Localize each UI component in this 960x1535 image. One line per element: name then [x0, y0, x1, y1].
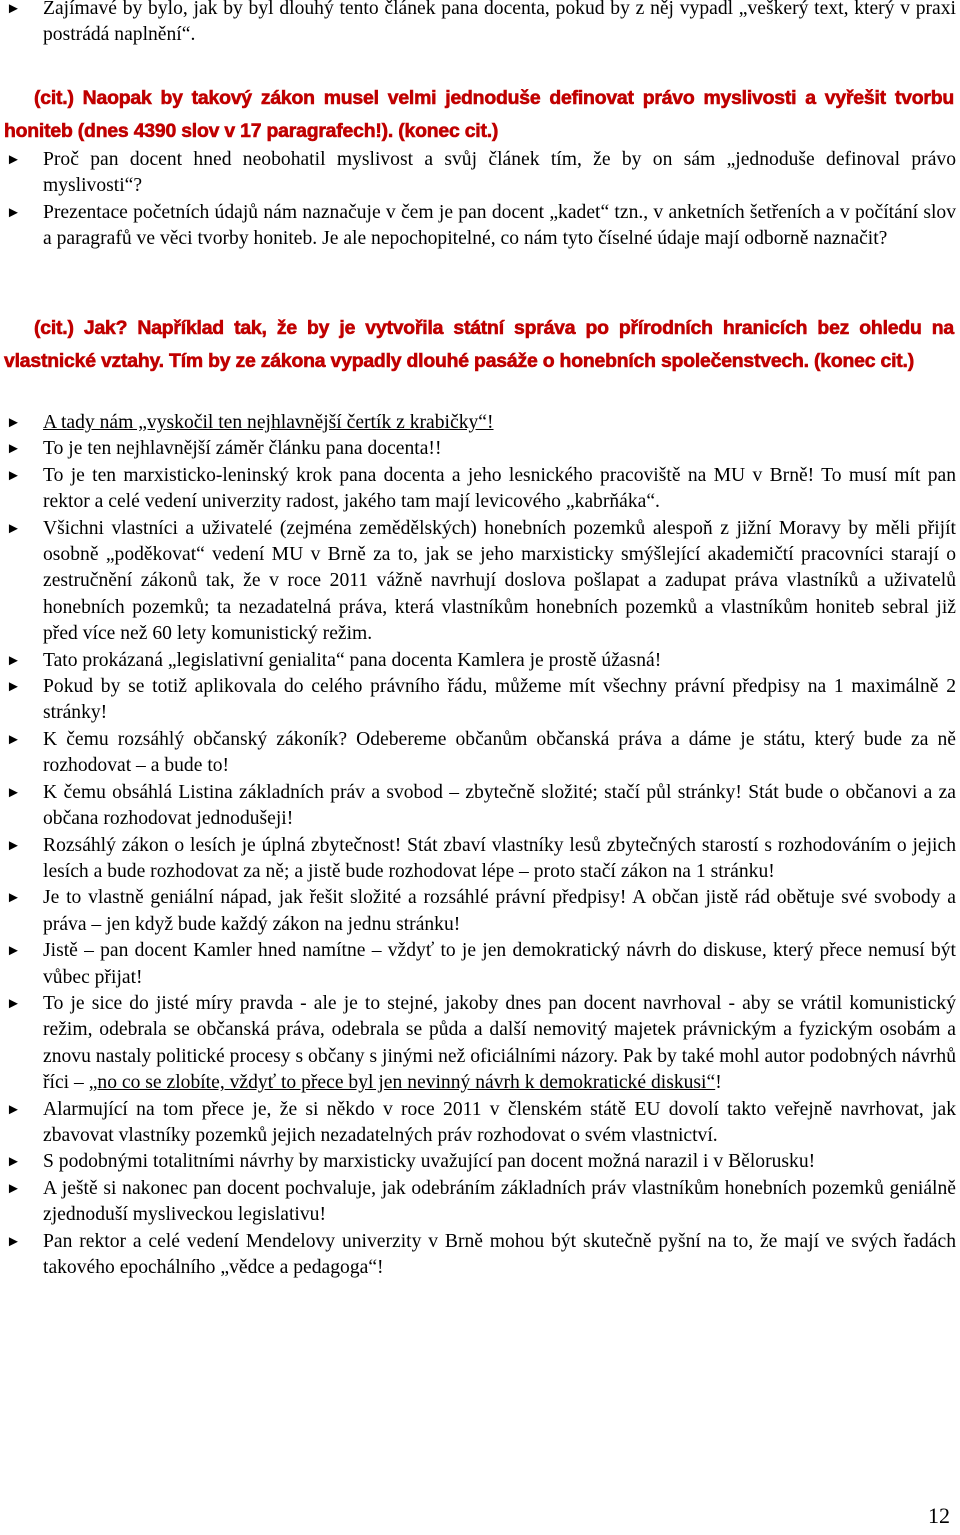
bullet-text: A ještě si nakonec pan docent pochvaluje, jak odebráním základních práv vlastníkům honebních pozemků geniálně zjednoduší mysliveckou legislativu!	[43, 1177, 956, 1226]
bullet-text: Prezentace početních údajů nám naznačuje v čem je pan docent „kadet“ tzn., v anketních šetřeních a v počítání slov a paragrafů ve věci tvorby honiteb. Je ale nepochopitelné, co nám tyto číselné údaje mají odborně naznačit?	[43, 201, 956, 250]
citation-quote-2	[0, 312, 960, 378]
bullet-text: Je to vlastně geniální nápad, jak řešit složité a rozsáhlé právní předpisy! A občan jistě rád obětuje své svobody a práva – jen když bude každý zákon na jednu stránku!	[43, 887, 956, 935]
bullet-arrow-icon: ►	[6, 415, 21, 431]
citation-quote-1	[0, 82, 960, 148]
bullet-item	[0, 833, 960, 886]
bullet-arrow-icon: ►	[6, 1101, 21, 1118]
bullet-text: Jistě – pan docent Kamler hned namítne – vždyť to je jen demokratický návrh do diskuse, který přece nemusí být vůbec přijat!	[43, 940, 956, 988]
bullet-arrow-icon: ►	[6, 652, 21, 669]
bullet-text-underlined: A tady nám „vyskočil ten nejhlavnější čertík z krabičky“	[43, 412, 487, 433]
bullet-item	[0, 1149, 960, 1175]
bullet-text-end: !	[715, 1072, 722, 1094]
bullet-item	[0, 780, 960, 833]
quote-text: (cit.) Jak? Například tak, že by je vytvořila státní správa po přírodních hranicích bez ohledu na vlastnické vztahy. Tím by ze zákona vypadly dlouhé pasáže o honebních společenstvech. (konec cit.)	[4, 317, 954, 372]
bullet-item	[0, 991, 960, 1097]
bullet-item	[0, 200, 960, 253]
bullet-item	[0, 1097, 960, 1150]
bullet-text: Proč pan docent hned neobohatil myslivost a svůj článek tím, že by on sám „jednoduše definoval právo myslivosti“?	[43, 149, 956, 197]
bullet-arrow-icon: ►	[6, 1233, 21, 1250]
bullet-item	[0, 516, 960, 648]
bullet-arrow-icon: ►	[6, 837, 21, 854]
bullet-arrow-icon: ►	[6, 890, 21, 907]
bullet-text: To je sice do jisté míry pravda - ale je to stejné, jakoby dnes pan docent navrhoval - aby se vrátil komunistický režim, odebrala se občanská práva, odebrala se půda a další nemovitý majetek právnickým a fyzickým osobám a znovu nastaly politické procesy s občany s jinými než oficiálními názory. Pak by také mohl autor podobných návrhů říci –	[43, 992, 956, 1094]
bullet-text: To je ten marxisticko-leninský krok pana docenta a jeho lesnického pracoviště na MU v Brně! To musí mít pan rektor a celé vedení univerzity radost, jakého tam mají levicového „kabrňáka“.	[43, 464, 956, 513]
paragraph-block-3	[0, 410, 960, 1281]
bullet-text: S podobnými totalitními návrhy by marxisticky uvažující pan docent možná narazil i v Bělorusku!	[43, 1151, 816, 1173]
bullet-text: K čemu rozsáhlý občanský zákoník? Odebereme občanům občanská práva a dáme je státu, který bude za ně rozhodovat – a bude to!	[43, 728, 956, 777]
bullet-item	[0, 410, 960, 436]
bullet-arrow-icon: ►	[6, 204, 21, 221]
bullet-item	[0, 1176, 960, 1229]
bullet-item	[0, 463, 960, 516]
bullet-text: Rozsáhlý zákon o lesích je úplná zbytečnost! Stát zbaví vlastníky lesů zbytečných starostí s rozhodováním o jejich lesích a bude rozhodovat za ně; a jistě bude rozhodovat lépe – proto stačí zákon na 1 stránku!	[43, 834, 956, 882]
bullet-text: Všichni vlastníci a uživatelé (zejména zemědělských) honebních pozemků alespoň z jižní Moravy by měli přijít osobně „poděkovat“ vedení MU v Brně za to, jak se jeho marxisticky smýšlející akademičtí pracovníci starají o zestručnění zákonů tak, že v roce 2011 vážně navrhují doslova pošlapat a zadupat práva vlastníků a uživatelů honebních pozemků; ta nezadatelná práva, která vlastníkům honebních pozemků a vlastníkům honiteb sebral již před více než 60 lety komunistický režim.	[43, 517, 956, 645]
bullet-arrow-icon: ►	[6, 1, 21, 17]
bullet-item	[0, 147, 960, 200]
bullet-item	[0, 1229, 960, 1282]
bullet-item	[0, 436, 960, 462]
bullet-text: Pokud by se totiž aplikovala do celého právního řádu, můžeme mít všechny právní předpisy na 1 maximálně 2 stránky!	[43, 676, 956, 724]
bullet-item	[0, 938, 960, 991]
bullet-arrow-icon: ►	[6, 679, 21, 696]
bullet-arrow-icon: ►	[6, 731, 21, 748]
bullet-item	[0, 674, 960, 727]
bullet-item	[0, 0, 960, 49]
bullet-arrow-icon: ►	[6, 152, 21, 168]
quote-indent	[4, 87, 34, 109]
bullet-arrow-icon: ►	[6, 441, 21, 458]
bullet-text-underlined: „no co se zlobíte, vždyť to přece byl jen nevinný návrh k demokratické diskusi“	[88, 1072, 716, 1094]
bullet-text: Alarmující na tom přece je, že si někdo v roce 2011 v členském státě EU dovolí takto veřejně navrhovat, jak zbavovat vlastníky pozemků jejich nezadatelných práv rozhodovat o svém vlastnictví.	[43, 1098, 956, 1146]
quote-text: (cit.) Naopak by takový zákon musel velmi jednoduše definovat právo myslivosti a vyřešit tvorbu honiteb (dnes 4390 slov v 17 paragrafech!). (konec cit.)	[4, 87, 954, 142]
bullet-arrow-icon: ►	[6, 995, 21, 1012]
bullet-arrow-icon: ►	[6, 1180, 21, 1197]
bullet-item	[0, 727, 960, 780]
paragraph-block-1	[0, 0, 960, 49]
bullet-text: K čemu obsáhlá Listina základních práv a svobod – zbytečně složité; stačí půl stránky! Stát bude o občanovi a za občana rozhodovat jednodušeji!	[43, 781, 956, 830]
bullet-arrow-icon: ►	[6, 784, 21, 801]
bullet-text-end: !	[486, 412, 494, 433]
bullet-arrow-icon: ►	[6, 1154, 21, 1171]
bullet-item	[0, 648, 960, 674]
bullet-text: Zajímavé by bylo, jak by byl dlouhý tento článek pana docenta, pokud by z něj vypadl „veškerý text, který v praxi postrádá naplnění“.	[43, 0, 956, 46]
bullet-arrow-icon: ►	[6, 943, 21, 960]
bullet-text: Pan rektor a celé vedení Mendelovy univerzity v Brně mohou být skutečně pyšní na to, že mají ve svých řadách takového epochálního „vědce a pedagoga“!	[43, 1230, 956, 1278]
quote-indent	[4, 317, 34, 339]
bullet-arrow-icon: ►	[6, 467, 21, 484]
bullet-text: To je ten nejhlavnější záměr článku pana docenta!!	[43, 438, 442, 460]
bullet-text: Tato prokázaná „legislativní genialita“ pana docenta Kamlera je prostě úžasná!	[43, 649, 662, 671]
bullet-arrow-icon: ►	[6, 520, 21, 537]
bullet-item	[0, 885, 960, 938]
page-number: 12	[928, 1503, 950, 1528]
paragraph-block-2	[0, 147, 960, 253]
